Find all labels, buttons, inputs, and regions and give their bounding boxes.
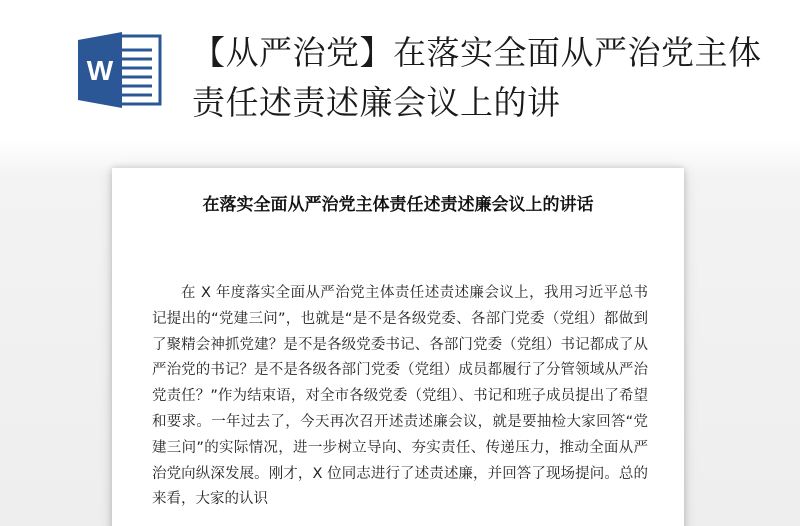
word-letter-icon: W <box>86 55 114 86</box>
body-paragraph: 在 X 年度落实全面从严治党主体责任述责述廉会议上，我用习近平总书记提出的“党建三问”，也就是“是不是各级党委、各部门党委（党组）都做到了聚精会神抓党建？是不是各级党委书记、各部门党委（党组）书记都成了从严治党的书记？是不是各级各部门党委（党组）成员都履行了分管领域从严治党责任？”作为结束语，对全市各级党委（党组）、书记和班子成员提出了希望和要求。一年过去了，今天再次召开述责述廉会议，就是要抽检大家回答“党建三问”的实际情况，进一步树立导向、夯实责任、传递压力，推动全面从严治党向纵深发展。刚才，X 位同志进行了述责述廉，并回答了现场提问。总的来看，大家的认识 <box>152 285 648 508</box>
document-page <box>112 168 684 526</box>
header-banner <box>0 0 800 150</box>
page-heading: 在落实全面从严治党主体责任述责述廉会议上的讲话 <box>202 195 594 215</box>
document-title: 【从严治党】在落实全面从严治党主体责任述责述廉会议上的讲 <box>192 33 762 122</box>
word-doc-icon <box>76 30 164 110</box>
